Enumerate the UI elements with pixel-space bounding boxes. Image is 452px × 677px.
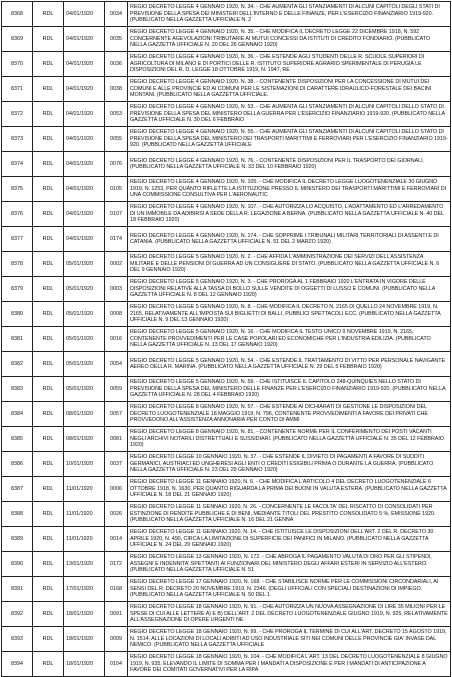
decree-code: 0006 — [105, 477, 128, 502]
table-row — [2, 402, 451, 427]
decree-description: REGIO DECRETO LEGGE 4 GENNAIO 1920, N. 34. - CHE AUMENTA GLI STANZIAMENTI DI ALCUNI CAPITOLI DEGLI STATI DI PREVISIONE DELLA SPESA DEI MINISTERI DELL'INTERNO E DELLE FINANZE, PER L'ESERCIZIO FINANZIARIO 1919-920. (PUBBLICATO NELLA GAZZETTA UFFICIALE N. 2 — [128, 2, 451, 27]
decree-number: 8371 — [2, 77, 33, 102]
table-row — [2, 277, 451, 302]
decree-date: 04/01/1920 — [64, 2, 105, 27]
decree-code: 0099 — [105, 627, 128, 652]
decree-code: 0172 — [105, 552, 128, 577]
decree-description: REGIO DECRETO LEGGE 13 GENNAIO 1920, N. 172. - CHE ABROGA IL PAGAMENTO VALUTA DI ORO PER GLI STIPENDI, ASSEGNI E INDENNITA' SPETTANTI AI FUNZIONARI DEL MINISTERO DEGLI AFFARI ESTERI IN SERVIZIO ALL'ESTERO. (PUBBLICATO NELLA GAZZETTA UFFICIALE N. 51 — [128, 552, 451, 577]
decree-type: RDL — [33, 377, 64, 402]
decree-description: REGIO DECRETO LEGGE 4 GENNAIO 1920, N. 38. - CONTENENTE DISPOSIZIONI PER LA CONCESSIONE DI MUTUI DEI COMUNI E ALLE PROVINCIE ED AI COMUNI PER LE SISTEMAZIONI DI CARATTERE IDRAULICO-FORESTALE DEI BACINI MONTANI. (PUBBLICATO NELLA GAZZETTA UFFICIALE. — [128, 77, 451, 102]
decree-description: REGIO DECRETO LEGGE 11 GENNAIO 1920, N. 14. - CHE ISTITUISCE LE DISPOSIZIONI DELL'ART. 2 DEL R. DECRETO 30 APRILE 1920, N. 490, CIRCA LA LIMITAZIONE DI SUPERFICIE DEI PANIFICI IN MILANO. (PUBBLICATO NELLA GAZZETTA UFFICIALE N. 24 DEL 29 GENNAIO 1920) — [128, 527, 451, 552]
decree-code: 0059 — [105, 377, 128, 402]
decree-date: 11/01/1920 — [64, 477, 105, 502]
decree-type: RDL — [33, 552, 64, 577]
decree-number: 8381 — [2, 327, 33, 352]
decree-type: RDL — [33, 402, 64, 427]
decree-code: 0008 — [105, 302, 128, 327]
decree-date: 13/01/1920 — [64, 552, 105, 577]
decree-description: REGIO DECRETO LEGGE 4 GENNAIO 1920, N. 105. - CHE MODIFICA IL DECRETO LEGGE LUOGOTENENZIALE 30 GIUGNO 1919, N. 1253, PER QUANTO RIFLETTE LA ISTITUZIONE PRESSO IL MINISTERO DEI TRASPORTI MARITTIMI E FERROVIARI DI UNA COMMISSIONE CONSULTIVA PER L'AERONAUTIC — [128, 177, 451, 202]
decree-code: 0055 — [105, 127, 128, 152]
decree-description: REGIO DECRETO LEGGE 5 GENNAIO 1920, N. 8. - CHE MODIFICA IL DECRETO N. 2165 DI QUELLO 24 NOVEMBRE 1919, N. 2165, RELATIVAMENTE ALL'IMPOSTA SUI BIGLIETTI DI BALLI, PUBBLICI SPETTACOLI ECC. (PUBBLICATO NELLA GAZZETTA UFFICIALE N. 9 DEL 13 GENNAIO 1920) — [128, 302, 451, 327]
decree-date: 04/01/1920 — [64, 227, 105, 252]
decree-number: 8373 — [2, 127, 33, 152]
decree-date: 04/01/1920 — [64, 102, 105, 127]
decree-code: 0054 — [105, 352, 128, 377]
decree-number: 8385 — [2, 427, 33, 452]
decree-number: 8389 — [2, 527, 33, 552]
decree-code: 0076 — [105, 152, 128, 177]
table-row — [2, 627, 451, 652]
table-row — [2, 77, 451, 102]
decree-number: 8382 — [2, 352, 33, 377]
decree-number: 8387 — [2, 477, 33, 502]
decree-type: RDL — [33, 352, 64, 377]
table-row — [2, 477, 451, 502]
decree-date: 05/01/1920 — [64, 327, 105, 352]
decree-type: RDL — [33, 152, 64, 177]
table-row — [2, 227, 451, 252]
decree-type: RDL — [33, 602, 64, 627]
decree-date: 05/01/1920 — [64, 277, 105, 302]
table-row — [2, 127, 451, 152]
decree-type: RDL — [33, 102, 64, 127]
decree-type: RDL — [33, 177, 64, 202]
decree-description: REGIO DECRETO LEGGE 5 GENNAIO 1920, N. 3. - CHE PROROGA AL 1 FEBBRAIO 1920 L'ENTRATA IN VIGORE DELLE DISPOSIZIONI RELATIVE ALLA TASSA DI BOLLO SULLE VENDITE DI OGGETTI DI LUSSO E COMUNI. (PUBBLICATO NELLA GAZZETTA UFFICIALE N. 8 DEL 12 GENNAIO 1920) — [128, 277, 451, 302]
table-row — [2, 352, 451, 377]
decree-type: RDL — [33, 327, 64, 352]
decree-type: RDL — [33, 127, 64, 152]
table-row — [2, 652, 451, 677]
decree-date: 04/01/1920 — [64, 127, 105, 152]
decree-type: RDL — [33, 427, 64, 452]
decree-code: 0104 — [105, 652, 128, 677]
table-row — [2, 427, 451, 452]
table-row — [2, 302, 451, 327]
decree-date: 04/01/1920 — [64, 177, 105, 202]
decree-type: RDL — [33, 252, 64, 277]
decree-description: REGIO DECRETO LEGGE 18 GENNAIO 1920, N. 99. - CHE PROROGA IL TERMINE DI CUI ALL'ART. DECRETO 15 AGOSTO 1919, N. 1514, ALLE LOCAZIONI DI LOCALI ADIBITI AD USO INDUSTRIALE SITI NEI COMUNI DELLE PROVINCIE GIA' INVASE DAL NEMICO. (PUBBLICATO NELLA GAZZETTA UFFICIALE — [128, 627, 451, 652]
decree-description: REGIO DECRETO LEGGE 4 GENNAIO 1920, N. 36. - CHE ESTENDE AGLI STUDENTI DELLE R. SCUOLE SUPERIORI DI AGRICOLTURA DI MILANO E DI PORTICI DELLE R. ISTITUTO SUPERIORE AGRARIO SPERIMENTALE DI PERUGIA LE DISPOSIZIONI DEL R. D. LEGGE 18 OTTOBRE 1919, N. 1947, RE — [128, 52, 451, 77]
decree-number: 8388 — [2, 502, 33, 527]
decree-code: 0053 — [105, 102, 128, 127]
table-row — [2, 102, 451, 127]
table-row — [2, 177, 451, 202]
decree-code: 0035 — [105, 27, 128, 52]
decree-description: REGIO DECRETO LEGGE 5 GENNAIO 1920, N. 2. - CHE AFFIDA L'AMMINISTRAZIONE DEI SERVIZI DELL'ASSISTENZA MILITARE E DELLE PENSIONI DI GUERRA AD UN CONSIGLIERE DI STATO. (PUBBLICATO NELLA GAZZETTA UFFICIALE N. 6 DEL 9 GENNAIO 1920) — [128, 252, 451, 277]
decree-number: 8369 — [2, 27, 33, 52]
decree-description: REGIO DECRETO LEGGE 18 GENNAIO 1920, N. 91. - CHE AUTORIZZA UN NUOVA ASSEGNAZIONE DI LIRE 35 MILIONI PER LE SPESE DI CUI ALLE LETTERE A) E B) DELL'ART. 2 DEL DECRETO LUOGOTENENZIALE GIUGNO 1919, N. 925, RELATIVAMENTE ALL'ASSEGNAZIONE DI OPERE URGENTI NE — [128, 602, 451, 627]
decree-code: 0026 — [105, 502, 128, 527]
decree-description: REGIO DECRETO LEGGE 4 GENNAIO 1920, N. 76. - CONTENENTE DISPOSIZIONI PER IL TRASPORTO DEI GIORNALI. (PUBBLICATO NELLA GAZZETTA UFFICIALE N. 33 DEL 10 FEBBRAIO 1920) — [128, 152, 451, 177]
table-row — [2, 202, 451, 227]
decree-type: RDL — [33, 227, 64, 252]
decree-code: 0002 — [105, 252, 128, 277]
decree-type: RDL — [33, 652, 64, 677]
decree-code: 0168 — [105, 577, 128, 602]
decree-code: 0105 — [105, 177, 128, 202]
decree-description: REGIO DECRETO LEGGE 18 GENNAIO 1920, N. 104. - CHE MODIFICA L'ART. 13 DEL DECRETO LUOGOTENENZIALE 8 GIUGNO 1919, N. 935, ELEVANDO IL LIMITE DI SOMMA PER I MANDATI A DISPOSIZIONE E PER I MANDATI DI ANTICIPAZIONE A FAVORE DEI COMITATI GOVERNATIVI PER LA RIPA — [128, 652, 451, 677]
decree-number: 8391 — [2, 577, 33, 602]
decree-type: RDL — [33, 27, 64, 52]
table-row — [2, 152, 451, 177]
decree-date: 04/01/1920 — [64, 77, 105, 102]
table-row — [2, 552, 451, 577]
decree-type: RDL — [33, 627, 64, 652]
decree-description: REGIO DECRETO LEGGE 4 GENNAIO 1920, N. 55. - CHE AUMENTA GLI STANZIAMENTI DI ALCUNI CAPITOLI DELLO STATO DI PREVISIONE DELLA SPESA DEL MINISTERO DEI TRASPORTI MARITTIMI E FERROVIARI PER L'ESERCIZIO FINANZIARIO 1919-920. (PUBBLICATO NELLA GAZZETTA UFFICIALE — [128, 127, 451, 152]
decree-number: 8368 — [2, 2, 33, 27]
decree-date: 11/01/1920 — [64, 502, 105, 527]
decree-description: REGIO DECRETO LEGGE 11 GENNAIO 1920, N. 26. - CONCERNENTE LE FACOLTA' DEL RISCATTO DI CONSOLIDATI PER ESTINZIONE DI RENDITE PUBBLICHE E DI BENI, MEDIANTE TITOLI DEL PRESTITO CONSOLIDATO 5 %, EMISSIONE 1920. (PUBBLICATO NELLA GAZZETTA UFFICIALE N. 16 DEL 21 GENNA — [128, 502, 451, 527]
decree-date: 17/01/1920 — [64, 577, 105, 602]
decree-description: REGIO DECRETO LEGGE 5 GENNAIO 1920, N. 54. - CHE ESTENDE IL TRATTAMENTO DI VITTO PER PERSONALE NAVIGANTE AEREO DELLA R. MARINA. (PUBBLICATO NELLA GAZZETTA UFFICIALE N. 29 DEL 5 FEBBRAIO 1920) — [128, 352, 451, 377]
decree-date: 08/01/1920 — [64, 402, 105, 427]
decree-date: 08/01/1920 — [64, 427, 105, 452]
decree-number: 8375 — [2, 177, 33, 202]
decree-code: 0003 — [105, 277, 128, 302]
decree-description: REGIO DECRETO LEGGE 4 GENNAIO 1920, N. 107. - CHE AUTORIZZA LO ACQUISTO, L'ADATTAMENTO ED L'ARREDAMENTO DI UN IMMOBILE DA ADIBIRSI A SEDE DELLA R. LEGAZIONE A BERNA. (PUBBLICATO NELLA GAZZETTA UFFICIALE N. 40 DEL 18 FEBBRAIO 1920) — [128, 202, 451, 227]
decree-type: RDL — [33, 202, 64, 227]
decree-type: RDL — [33, 77, 64, 102]
decree-number: 8386 — [2, 452, 33, 477]
decree-description: REGIO DECRETO LEGGE 8 GENNAIO 1920, N. 81. - CONTENENTE NORME PER IL CONFERIMENTO DEI POSTI VACANTI NEGLI ARCHIVI NOTARILI DISTRETTUALI E SUSSIDIARI. (PUBBLICATO NELLA GAZZETTA UFFICIALE N. 35 DEL 12 FEBBRAIO 1920) — [128, 427, 451, 452]
decree-number: 8378 — [2, 252, 33, 277]
decree-description: REGIO DECRETO LEGGE 11 GENNAIO 1920, N. 6. - CHE MODIFICA L'ARTICOLO 4 DEL DECRETO LUOGOTENENZIALE 6 OTTOBRE 1918, N. 1630, PER QUANTO RIGUARDA LA PRIMA DEI BUONI IN VALUTA ESTERA. (PUBBLICATO NELLA GAZZETTA UFFICIALE N. 18 DEL 21 GENNAIO 1920) — [128, 477, 451, 502]
decree-date: 05/01/1920 — [64, 352, 105, 377]
decree-date: 18/01/1920 — [64, 627, 105, 652]
decree-code: 0091 — [105, 602, 128, 627]
decree-date: 18/01/1920 — [64, 602, 105, 627]
decree-date: 18/01/1920 — [64, 652, 105, 677]
decree-number: 8372 — [2, 102, 33, 127]
decree-description: REGIO DECRETO LEGGE 4 GENNAIO 1920, N. 53. - CHE AUMENTA GLI STANZIAMENTI DI ALCUNI CAPITOLI DELLO STATO DI PREVISIONE DELLA SPESA DEL MINISTERO DELLA GUERRA PER L'ESERCIZIO FINANZIARIO 1919-920. (PUBBLICATO NELLA GAZZETTA UFFICIALE N. 30 DEL 6 FEBBRAIO — [128, 102, 451, 127]
decree-table-body — [2, 2, 451, 677]
decree-date: 11/01/1920 — [64, 527, 105, 552]
decree-code: 0081 — [105, 427, 128, 452]
decree-description: REGIO DECRETO LEGGE 4 GENNAIO 1920, N. 174. - CHE SOPPRIME I TRIBUNALI MILITARI TERRITORIALI DI ASSENTI E DI CATANIA. (PUBBLICATO NELLA GAZZETTA UFFICIALE N. 51 DEL 2 MARZO 1920) — [128, 227, 451, 252]
decree-code: 0036 — [105, 52, 128, 77]
decree-description: REGIO DECRETO LEGGE 8 GENNAIO 1920, N. 57. - CHE ESTENDE AI DICHIARATI DI GESTIONE LE DISPOSIZIONI DEL DECRETO LUOGOTENENZIALE 18 MAGGIO 1919, N. 796, CONTENENTE PROVVEDIMENTI A FAVORE DEI PRIVATI CHE PROVVEDONO ALL'ASSISTENZA ANNONARIA PER CONTO DI AMMI — [128, 402, 451, 427]
decree-code: 0057 — [105, 402, 128, 427]
decree-type: RDL — [33, 502, 64, 527]
table-row — [2, 327, 451, 352]
decree-number: 8394 — [2, 652, 33, 677]
decree-table — [1, 1, 451, 677]
decree-date: 10/01/1920 — [64, 452, 105, 477]
decree-type: RDL — [33, 2, 64, 27]
decree-number: 8370 — [2, 52, 33, 77]
table-row — [2, 502, 451, 527]
decree-code: 0038 — [105, 77, 128, 102]
decree-number: 8379 — [2, 277, 33, 302]
decree-date: 05/01/1920 — [64, 302, 105, 327]
decree-date: 05/01/1920 — [64, 377, 105, 402]
decree-date: 04/01/1920 — [64, 52, 105, 77]
decree-date: 04/01/1920 — [64, 202, 105, 227]
table-row — [2, 252, 451, 277]
decree-code: 0174 — [105, 227, 128, 252]
table-row — [2, 2, 451, 27]
table-row — [2, 527, 451, 552]
table-row — [2, 452, 451, 477]
decree-description: REGIO DECRETO LEGGE 5 GENNAIO 1920, N. 16. - CHE MODIFICA IL TESTO UNICO 9 NOVEMBRE 1919, N. 2165, CONTENENTE PROVVEDIMENTI PER LE CASE POPOLARI ED ECONOMICHE PER L'INDUSTRIA EDILIZIA. (PUBBLICATO NELLA GAZZETTA UFFICIALE N. 13 DEL 17 GENNAIO 1920) — [128, 327, 451, 352]
decree-number: 8393 — [2, 627, 33, 652]
decree-date: 05/01/1920 — [64, 252, 105, 277]
decree-number: 8377 — [2, 227, 33, 252]
decree-type: RDL — [33, 52, 64, 77]
table-row — [2, 52, 451, 77]
decree-number: 8383 — [2, 377, 33, 402]
table-row — [2, 27, 451, 52]
decree-description: REGIO DECRETO LEGGE 4 GENNAIO 1920, N. 35. - CHE MODIFICA IL DECRETO LEGGE 22 DICEMBRE 1918, N. 592 CONCERNENTE AGEVOLAZIONI TRIBUTARIE AI MUTUI CONCESSI DA ISTITUTI DI CREDITO FONDIARIO. (PUBBLICATO NELLA GAZZETTA UFFICIALE N. 20 DEL 26 GENNAIO 1920) — [128, 27, 451, 52]
decree-description: REGIO DECRETO LEGGE 5 GENNAIO 1920, N. 59. - CHE ISTITUISCE IL CAPITOLO 248-QUINQUIES NELLO STATO DI PREVISIONE DELLA SPESA DEL MINISTERO DELLE FINANZE PER L'ESERCIZIO FINANZIARIO 1919-920. (PUBBLICATO NELLA GAZZETTA UFFICIALE N. 28 DEL 4 FEBBRAIO 1920) — [128, 377, 451, 402]
decree-code: 0016 — [105, 327, 128, 352]
decree-code: 0037 — [105, 452, 128, 477]
table-row — [2, 602, 451, 627]
decree-date: 04/01/1920 — [64, 152, 105, 177]
decree-code: 0014 — [105, 527, 128, 552]
decree-type: RDL — [33, 577, 64, 602]
decree-code: 0034 — [105, 2, 128, 27]
decree-number: 8374 — [2, 152, 33, 177]
decree-date: 04/01/1920 — [64, 27, 105, 52]
decree-number: 8380 — [2, 302, 33, 327]
table-row — [2, 577, 451, 602]
decree-description: REGIO DECRETO LEGGE 17 GENNAIO 1920, N. 168. - CHE STABILISCE NORME PER LE COMMISSIONI CIRCONDARIALI, AI SENSI DEL R. DECRETO 20 NOVEMBRE 1919, N. 2346. (DEGLI UFFICIALI CON SPECIALI DESTINAZIONI DI IMPIEGO. (PUBBLICATO NELLA GAZZETTA UFFICIALE N. 50 DEL 1 — [128, 577, 451, 602]
decree-type: RDL — [33, 527, 64, 552]
decree-number: 8392 — [2, 602, 33, 627]
decree-number: 8376 — [2, 202, 33, 227]
decree-code: 0107 — [105, 202, 128, 227]
decree-type: RDL — [33, 477, 64, 502]
decree-type: RDL — [33, 277, 64, 302]
decree-description: REGIO DECRETO LEGGE 10 GENNAIO 1920, N. 37. - CHE ESTENDE IL DIVIETO DI PAGAMENTI A FAVORE DI SUDDITI GERMANICI, AUSTRIACI ED UNGHERESI AGLI ENTI O CREDITI ESIGIBILI PRIMA O DURANTE LA GUERRA. (PUBBLICATO NELLA GAZZETTA UFFICIALE N. 23 DEL 29 GENNAIO 1920) — [128, 452, 451, 477]
table-row — [2, 377, 451, 402]
decree-type: RDL — [33, 452, 64, 477]
decree-number: 8390 — [2, 552, 33, 577]
decree-type: RDL — [33, 302, 64, 327]
decree-number: 8384 — [2, 402, 33, 427]
